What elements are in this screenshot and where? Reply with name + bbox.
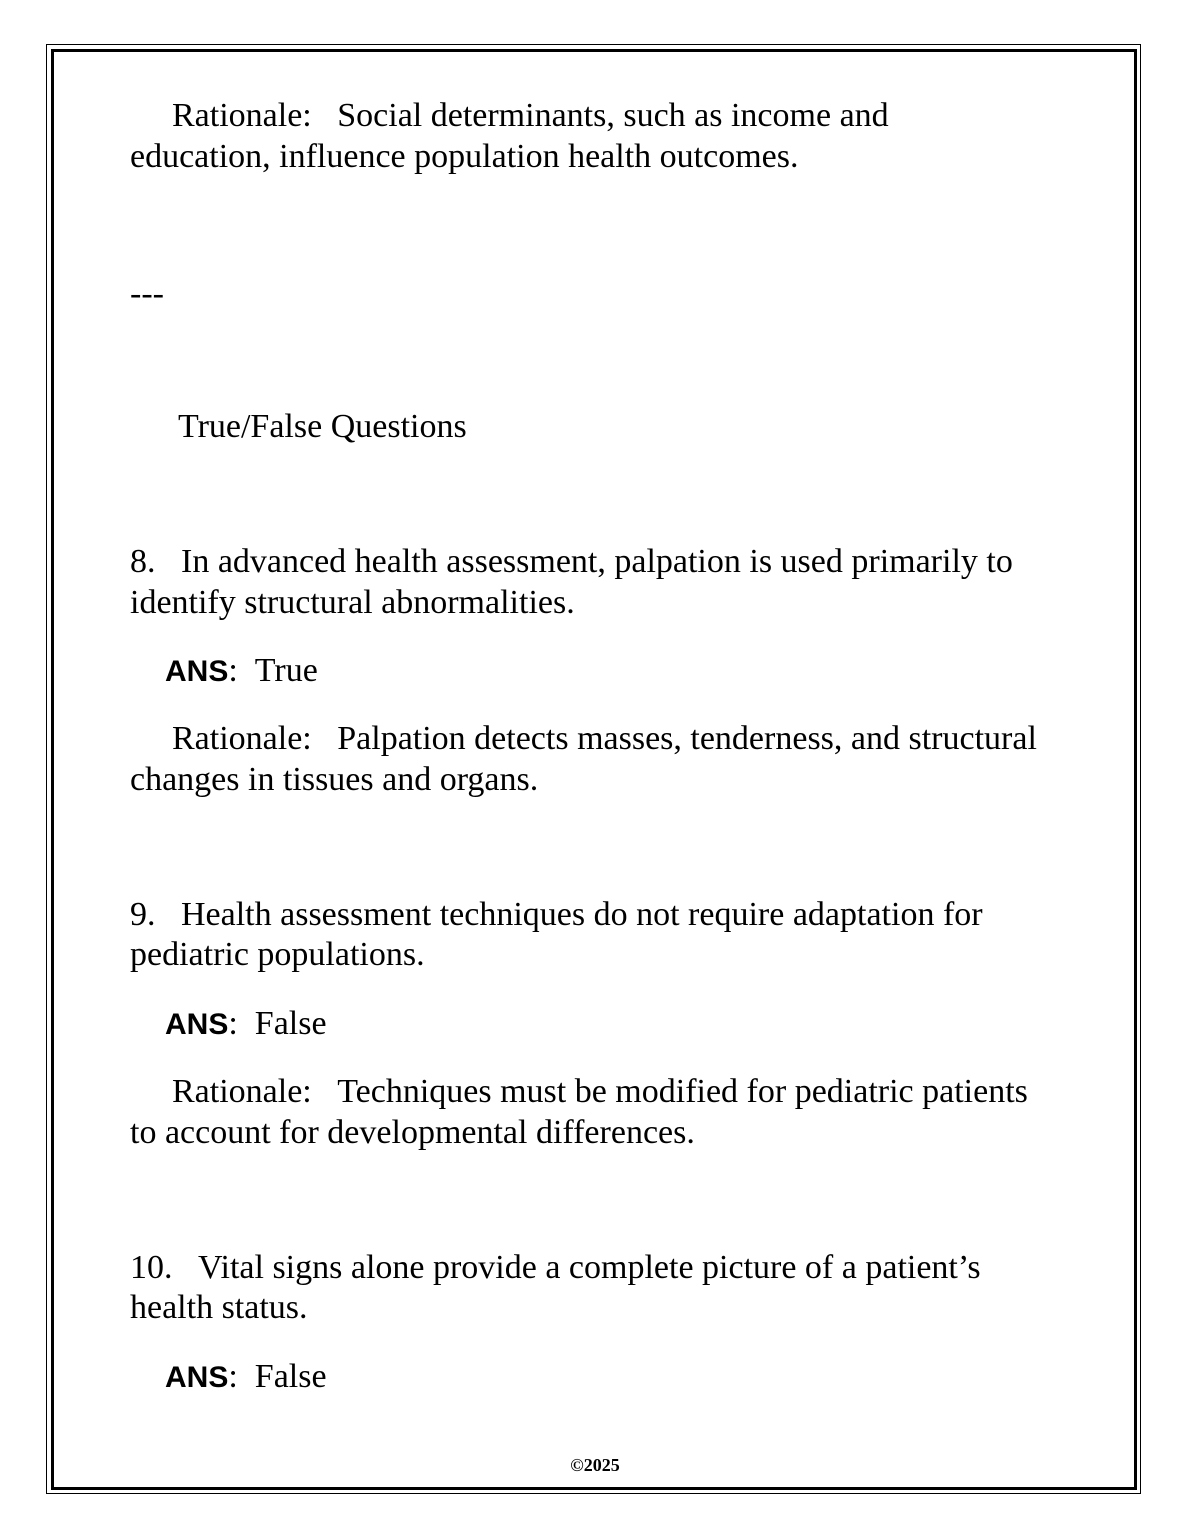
question-number: 9. <box>130 896 156 933</box>
question-9-rationale-line2: to account for developmental differences. <box>130 1114 695 1151</box>
rationale-label: Rationale: <box>172 1073 312 1110</box>
question-8-line1 <box>130 541 1013 582</box>
question-text: Health assessment techniques do not require adaptation for <box>181 896 983 933</box>
answer-value: True <box>254 652 318 689</box>
question-9-line2: pediatric populations. <box>130 936 425 973</box>
question-9-line1 <box>130 894 983 935</box>
rationale-text: Palpation detects masses, tenderness, and structural <box>337 720 1037 757</box>
question-number: 8. <box>130 543 156 580</box>
question-10-answer: ANS: False <box>165 1358 327 1395</box>
question-10-line1 <box>130 1247 981 1288</box>
question-8-rationale-line2: changes in tissues and organs. <box>130 761 539 798</box>
copyright-footer: ©2025 <box>570 1455 620 1475</box>
rationale-text: Techniques must be modified for pediatric patients <box>337 1073 1028 1110</box>
question-number: 10. <box>130 1249 173 1286</box>
question-10-line2: health status. <box>130 1289 308 1326</box>
question-9-answer: ANS: False <box>165 1005 327 1042</box>
rationale-label: Rationale: <box>172 97 312 134</box>
question-text: In advanced health assessment, palpation is used primarily to <box>181 543 1013 580</box>
question-text: Vital signs alone provide a complete picture of a patient’s <box>198 1249 981 1286</box>
section-heading: True/False Questions <box>178 408 467 445</box>
ans-label: ANS <box>165 655 229 688</box>
ans-label: ANS <box>165 1008 229 1041</box>
question-8-line2: identify structural abnormalities. <box>130 584 575 621</box>
rationale-7-line2: education, influence population health outcomes. <box>130 138 799 175</box>
answer-value: False <box>254 1005 327 1042</box>
ans-label: ANS <box>165 1361 229 1394</box>
rationale-7-line1 <box>172 95 889 136</box>
question-9-rationale-line1 <box>172 1071 1028 1112</box>
separator: --- <box>130 275 164 312</box>
rationale-label: Rationale: <box>172 720 312 757</box>
rationale-text: Social determinants, such as income and <box>337 97 889 134</box>
answer-value: False <box>254 1358 327 1395</box>
question-8-answer: ANS: True <box>165 652 318 689</box>
question-8-rationale-line1 <box>172 718 1037 759</box>
